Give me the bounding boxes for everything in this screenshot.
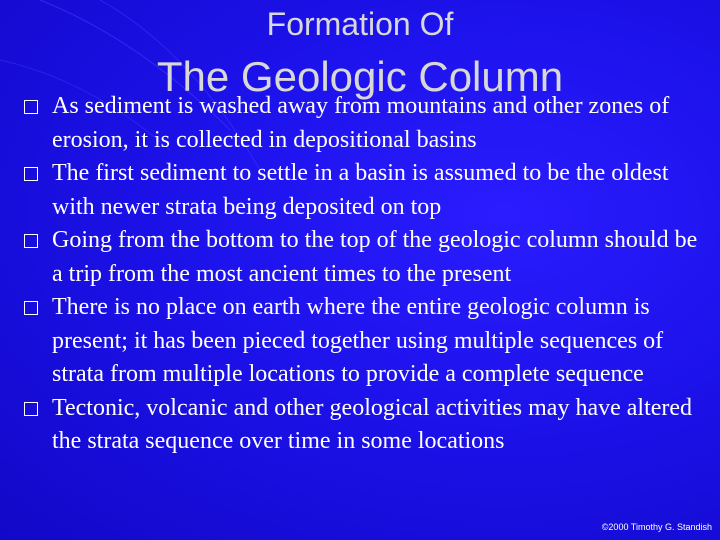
bullet-text: There is no place on earth where the entire geologic column is present; it has been pieced together using multiple sequences of strata from multiple locations to provide a complete sequence [52, 294, 664, 387]
bullet-item [22, 291, 712, 392]
bullet-text: Tectonic, volcanic and other geological activities may have altered the strata sequence over time in some locations [52, 394, 693, 454]
bullet-list [22, 90, 712, 459]
bullet-text: As sediment is washed away from mountains and other zones of erosion, it is collected in depositional basins [52, 93, 670, 153]
hollow-square-bullet-icon [24, 100, 38, 114]
slide-title-line-2: The Geologic Column [156, 53, 564, 100]
bullet-text: The first sediment to settle in a basin is assumed to be the oldest with newer strata being deposited on top [52, 160, 669, 220]
bullet-item [22, 90, 712, 157]
copyright-notice: ©2000 Timothy G. Standish [601, 522, 712, 532]
bullet-text: Going from the bottom to the top of the geologic column should be a trip from the most ancient times to the present [52, 227, 698, 287]
bullet-item [22, 224, 712, 291]
bullet-item [22, 157, 712, 224]
hollow-square-bullet-icon [24, 402, 38, 416]
hollow-square-bullet-icon [24, 301, 38, 315]
hollow-square-bullet-icon [24, 167, 38, 181]
hollow-square-bullet-icon [24, 234, 38, 248]
slide-title-line-1: Formation Of [266, 6, 454, 42]
bullet-item [22, 392, 712, 459]
